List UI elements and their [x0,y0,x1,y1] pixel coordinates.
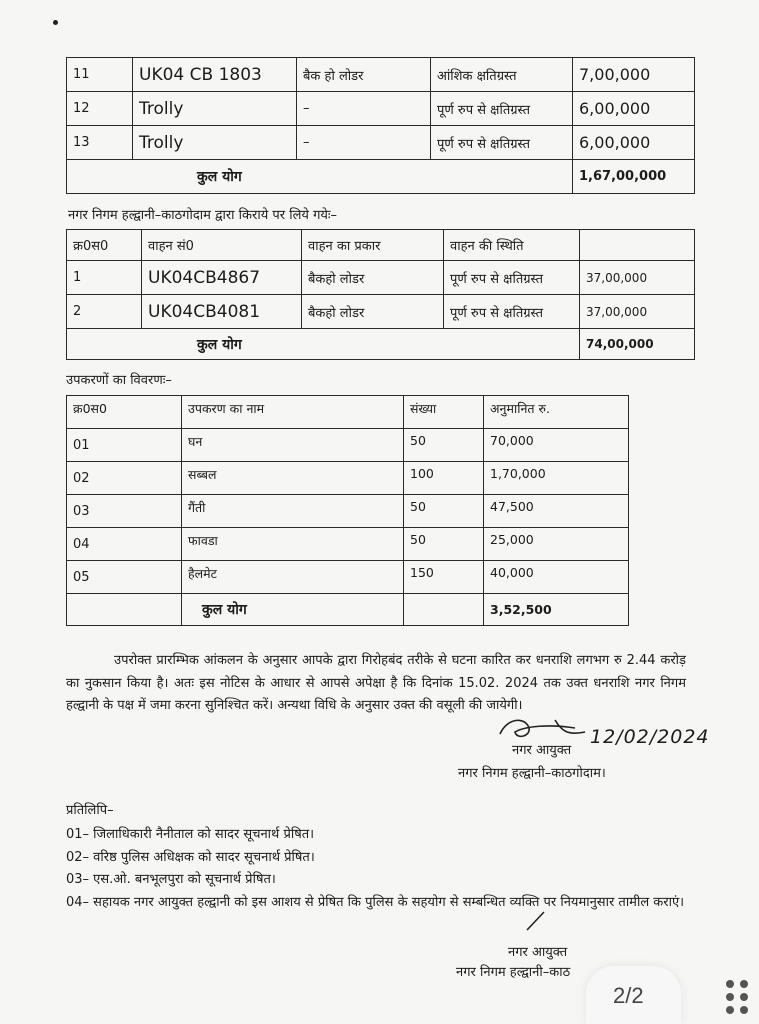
list-item: 02– वरिष्ठ पुलिस अधिक्षक को सादर सूचनार्थ प्रेषित। [66,849,315,865]
notice-text: उपरोक्त प्रारम्भिक आंकलन के अनुसार आपके द्वारा गिरोहबंद तरीके से घटना कारित कर धनराशि लगभग रु 2.44 करोड़ का नुकसान किया है। अतः इस नोटिस के आधार से आपसे अपेक्षा है कि दिनांक 15.02. 2024 तक उक्त धनराशि नगर निगम हल्द्वानी के पक्ष में जमा करना सुनिश्चित करें। अन्यथा विधि के अनुसार उक्त की वसूली की जायेगी। [66,653,686,713]
total-row [67,329,695,360]
table-row [67,261,695,295]
table-row [67,561,629,594]
damaged-vehicles-table-continued [66,57,695,194]
amount: 70,000 [484,429,629,462]
vehicle-status: पूर्ण रुप से क्षतिग्रस्त [431,126,573,160]
total-row [67,160,695,194]
row-number: 02 [67,462,182,495]
handwritten-signature-mark [524,908,548,934]
quantity: 50 [404,429,484,462]
vehicle-status: आंशिक क्षतिग्रस्त [431,58,573,92]
row-number: 13 [67,126,133,160]
quantity: 50 [404,528,484,561]
list-item: 04– सहायक नगर आयुक्त हल्द्वानी को इस आशय से प्रेषित कि पुलिस के सहयोग से सम्बन्धित व्यक्ति पर नियमानुसार तामील कराएं। [66,894,685,910]
copy-to-title: प्रतिलिपि– [66,803,114,818]
vehicle-status: पूर्ण रुप से क्षतिग्रस्त [444,261,580,295]
amount: 40,000 [484,561,629,594]
amount: 7,00,000 [573,58,695,92]
signatory-organization: नगर निगम हल्द्वानी–काठ [456,965,571,980]
total-amount: 74,00,000 [580,329,695,360]
vehicle-type: – [297,126,431,160]
total-row [67,594,629,626]
row-number: 05 [67,561,182,594]
table-row [67,429,629,462]
amount: 6,00,000 [573,126,695,160]
total-label: कुल योग [67,160,573,194]
hired-vehicles-caption: नगर निगम हल्द्वानी–काठगोदाम द्वारा किराये पर लिये गयेः– [68,208,338,223]
vehicle-type: बैक हो लोडर [297,58,431,92]
table-row [67,528,629,561]
column-header: वाहन का प्रकार [302,230,444,261]
vehicle-status: पूर्ण रुप से क्षतिग्रस्त [444,295,580,329]
amount: 37,00,000 [580,295,695,329]
column-header: वाहन सं0 [142,230,302,261]
amount: 47,500 [484,495,629,528]
row-number: 03 [67,495,182,528]
equipment-name: हैलमेट [182,561,404,594]
row-number: 04 [67,528,182,561]
signatory-title: नगर आयुक्त [508,945,568,960]
row-number: 2 [67,295,142,329]
vehicle-number: UK04CB4081 [142,295,302,329]
column-header: क्र0स0 [67,396,182,429]
notice-paragraph [66,650,686,718]
copy-to-list [66,824,686,914]
quantity: 50 [404,495,484,528]
column-header: अनुमानित रु. [484,396,629,429]
table-row [67,495,629,528]
column-header [580,230,695,261]
column-header: क्र0स0 [67,230,142,261]
equipment-name: घन [182,429,404,462]
hired-vehicles-table [66,229,695,360]
amount: 37,00,000 [580,261,695,295]
page-indicator: 2/2 [613,983,644,1008]
vehicle-status: पूर्ण रुप से क्षतिग्रस्त [431,92,573,126]
equipment-name: सब्बल [182,462,404,495]
table-row [67,58,695,92]
total-amount: 3,52,500 [484,594,629,626]
signatory-title: नगर आयुक्त [512,743,572,758]
column-header: वाहन की स्थिति [444,230,580,261]
vehicle-number: UK04 CB 1803 [133,58,297,92]
empty-cell [404,594,484,626]
table-row [67,295,695,329]
quantity: 150 [404,561,484,594]
vehicle-number: Trolly [133,92,297,126]
table-row [67,462,629,495]
total-amount: 1,67,00,000 [573,160,695,194]
total-label: कुल योग [67,329,580,360]
quantity: 100 [404,462,484,495]
vehicle-type: – [297,92,431,126]
amount: 25,000 [484,528,629,561]
table-header-row [67,230,695,261]
vehicle-number: UK04CB4867 [142,261,302,295]
row-number: 01 [67,429,182,462]
total-label: कुल योग [182,594,404,626]
vehicle-type: बैकहो लोडर [302,261,444,295]
vehicle-type: बैकहो लोडर [302,295,444,329]
equipment-name: गैंती [182,495,404,528]
row-number: 11 [67,58,133,92]
row-number: 12 [67,92,133,126]
table-row [67,92,695,126]
column-header: संख्या [404,396,484,429]
equipment-caption: उपकरणों का विवरणः– [66,373,172,388]
grid-dots-icon[interactable] [726,980,752,1014]
amount: 6,00,000 [573,92,695,126]
table-header-row [67,396,629,429]
list-item: 01– जिलाधिकारी नैनीताल को सादर सूचनार्थ प्रेषित। [66,827,315,842]
equipment-name: फावडा [182,528,404,561]
empty-cell [67,594,182,626]
signatory-organization: नगर निगम हल्द्वानी–काठगोदाम। [458,766,606,781]
amount: 1,70,000 [484,462,629,495]
signature-date: 12/02/2024 [590,726,710,748]
ink-dot [53,20,58,25]
vehicle-number: Trolly [133,126,297,160]
equipment-table [66,395,629,626]
row-number: 1 [67,261,142,295]
table-row [67,126,695,160]
list-item: 03– एस.ओ. बनभूलपुरा को सूचनार्थ प्रेषित। [66,872,276,887]
column-header: उपकरण का नाम [182,396,404,429]
